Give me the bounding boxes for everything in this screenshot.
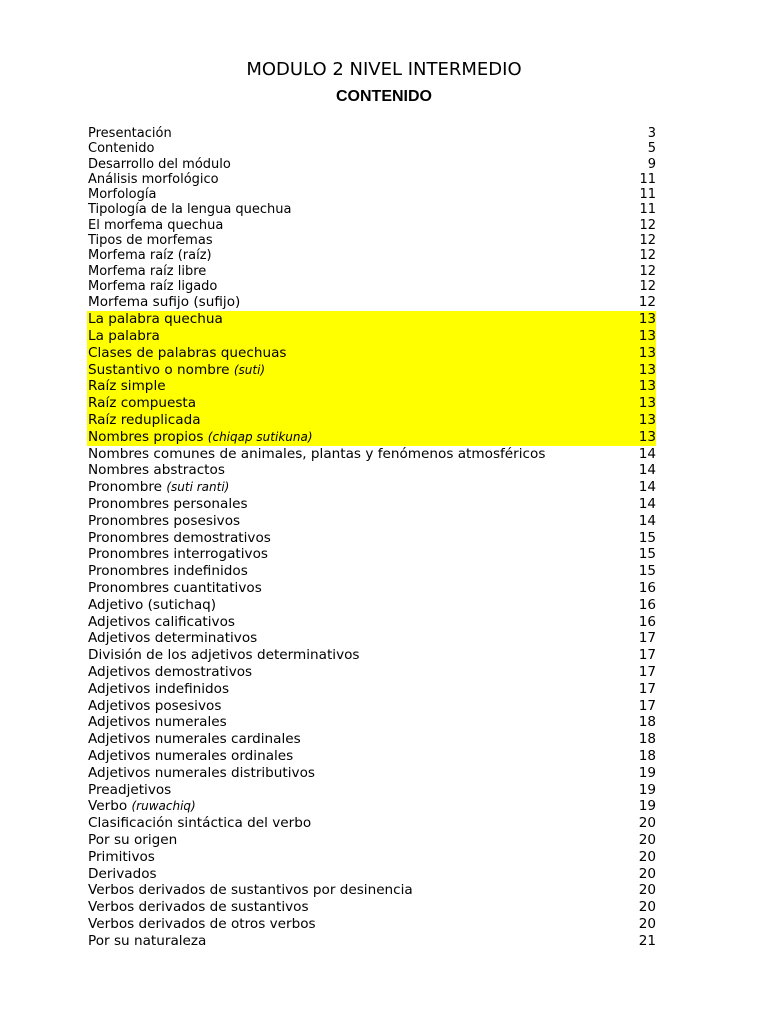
toc-entry-title: Clases de palabras quechuas bbox=[88, 344, 287, 361]
toc-entry-title: Contenido bbox=[88, 141, 155, 157]
toc-entry-label bbox=[88, 899, 309, 916]
toc-entry-title: Tipología de la lengua quechua bbox=[88, 202, 292, 218]
toc-entry-title: Verbos derivados de otros verbos bbox=[88, 915, 316, 932]
table-of-contents bbox=[87, 126, 661, 950]
toc-entry-title: Adjetivos numerales ordinales bbox=[88, 747, 294, 764]
toc-entry-label bbox=[88, 378, 166, 395]
toc-entry-label bbox=[88, 279, 217, 294]
toc-entry-label bbox=[88, 647, 360, 664]
toc-entry-label bbox=[88, 395, 196, 412]
toc-entry-title: La palabra bbox=[88, 328, 160, 345]
toc-entry-title: Presentación bbox=[88, 126, 172, 141]
toc-entry bbox=[87, 248, 656, 263]
toc-entry-title: La palabra quechua bbox=[88, 311, 223, 328]
toc-entry bbox=[87, 681, 656, 698]
toc-entry bbox=[87, 849, 656, 866]
toc-entry-title: Preadjetivos bbox=[88, 781, 172, 798]
toc-entry-label bbox=[88, 882, 413, 899]
toc-entry-title: Adjetivos numerales cardinales bbox=[88, 731, 301, 748]
toc-entry-label bbox=[88, 698, 221, 715]
toc-entry bbox=[87, 279, 656, 294]
toc-entry-label bbox=[88, 496, 248, 513]
toc-entry bbox=[87, 563, 656, 580]
toc-entry bbox=[87, 218, 656, 233]
toc-entry-title: Nombres propios bbox=[88, 428, 204, 445]
toc-entry-title: Pronombres cuantitativos bbox=[88, 580, 262, 597]
toc-entry-title: Desarrollo del módulo bbox=[88, 156, 231, 172]
toc-entry-title: Adjetivos numerales bbox=[88, 714, 227, 731]
toc-entry bbox=[87, 294, 656, 311]
toc-entry bbox=[87, 395, 656, 412]
toc-entry-title: Adjetivos indefinidos bbox=[88, 680, 230, 697]
toc-entry-title: Pronombres personales bbox=[88, 496, 248, 513]
toc-entry-title: Adjetivos posesivos bbox=[88, 697, 222, 714]
toc-entry bbox=[87, 126, 656, 141]
toc-entry-title: Morfema raíz (raíz) bbox=[88, 248, 212, 264]
toc-entry bbox=[87, 546, 656, 563]
toc-entry-page-number: 20 bbox=[638, 815, 656, 832]
toc-entry bbox=[87, 412, 656, 429]
toc-entry-page-number: 15 bbox=[638, 563, 656, 580]
toc-entry-page-number: 14 bbox=[638, 445, 656, 462]
toc-entry-label bbox=[88, 630, 257, 647]
toc-entry-page-number: 14 bbox=[638, 512, 656, 529]
toc-entry bbox=[87, 345, 656, 362]
toc-entry-label bbox=[88, 218, 223, 233]
toc-entry-page-number: 13 bbox=[638, 428, 656, 445]
toc-entry-label bbox=[88, 765, 315, 782]
toc-entry-label bbox=[88, 479, 229, 496]
toc-entry-page-number: 12 bbox=[639, 217, 656, 233]
toc-entry-page-number: 20 bbox=[638, 831, 656, 848]
toc-entry bbox=[87, 698, 656, 715]
toc-entry-label bbox=[88, 866, 157, 883]
toc-entry bbox=[87, 798, 656, 815]
toc-entry-title: Morfema raíz libre bbox=[88, 263, 207, 279]
toc-entry-page-number: 13 bbox=[638, 412, 656, 429]
toc-entry-title: El morfema quechua bbox=[88, 217, 224, 233]
toc-entry-note: (suti) bbox=[233, 362, 266, 377]
toc-entry bbox=[87, 899, 656, 916]
toc-entry bbox=[87, 866, 656, 883]
toc-entry-page-number: 11 bbox=[639, 202, 656, 218]
toc-entry-title: Por su naturaleza bbox=[88, 932, 207, 949]
toc-entry bbox=[87, 647, 656, 664]
toc-entry-label bbox=[88, 916, 316, 933]
toc-entry bbox=[87, 328, 656, 345]
toc-entry-page-number: 17 bbox=[638, 680, 656, 697]
toc-entry-title: Adjetivos demostrativos bbox=[88, 664, 253, 680]
toc-entry-title: Tipos de morfemas bbox=[88, 233, 213, 249]
toc-entry-page-number: 16 bbox=[638, 596, 656, 613]
toc-entry-page-number: 20 bbox=[638, 848, 656, 865]
toc-entry-note: (suti ranti) bbox=[166, 480, 230, 495]
toc-entry-label bbox=[88, 580, 262, 597]
toc-entry-label bbox=[88, 264, 206, 279]
toc-entry-page-number: 3 bbox=[647, 126, 656, 141]
toc-entry-label bbox=[88, 328, 160, 345]
toc-entry-label bbox=[88, 446, 545, 463]
toc-entry bbox=[87, 580, 656, 597]
toc-entry-label bbox=[88, 248, 212, 263]
toc-entry-label bbox=[88, 362, 265, 379]
toc-entry-page-number: 11 bbox=[639, 187, 656, 203]
toc-entry-page-number: 14 bbox=[638, 479, 656, 496]
toc-entry-title: Pronombres indefinidos bbox=[88, 563, 248, 580]
toc-entry-note: (chiqap sutikuna) bbox=[207, 429, 313, 444]
toc-entry-page-number: 16 bbox=[638, 580, 656, 597]
toc-entry-label bbox=[88, 187, 156, 202]
toc-entry bbox=[87, 530, 656, 547]
toc-entry-page-number: 12 bbox=[638, 294, 656, 311]
toc-entry bbox=[87, 815, 656, 832]
toc-entry-label bbox=[88, 832, 177, 849]
toc-entry-title: Nombres abstractos bbox=[88, 462, 225, 479]
toc-entry-page-number: 13 bbox=[638, 378, 656, 395]
toc-entry bbox=[87, 496, 656, 513]
toc-entry bbox=[87, 172, 656, 187]
toc-entry-label bbox=[88, 798, 196, 815]
toc-entry-title: Verbos derivados de sustantivos por desinencia bbox=[88, 882, 413, 899]
toc-entry-page-number: 21 bbox=[638, 932, 656, 949]
toc-entry-label bbox=[88, 294, 240, 311]
toc-entry-page-number: 11 bbox=[639, 171, 656, 187]
toc-entry-label bbox=[88, 681, 229, 698]
toc-entry-page-number: 14 bbox=[638, 462, 656, 479]
toc-entry-note: (ruwachiq) bbox=[131, 799, 196, 814]
toc-entry-label bbox=[88, 597, 216, 614]
toc-entry-label bbox=[88, 311, 223, 328]
toc-entry-page-number: 12 bbox=[639, 263, 656, 279]
toc-entry-title: Pronombre bbox=[88, 479, 163, 496]
toc-entry-label bbox=[88, 731, 301, 748]
toc-entry bbox=[87, 664, 656, 681]
toc-entry bbox=[87, 882, 656, 899]
toc-entry-page-number: 13 bbox=[638, 328, 656, 345]
toc-entry-label bbox=[88, 157, 231, 172]
toc-entry bbox=[87, 378, 656, 395]
toc-entry bbox=[87, 614, 656, 631]
toc-entry-page-number: 13 bbox=[638, 395, 656, 412]
toc-entry-page-number: 9 bbox=[647, 156, 656, 172]
toc-entry bbox=[87, 187, 656, 202]
toc-entry bbox=[87, 202, 656, 217]
toc-entry-title: Nombres comunes de animales, plantas y fenómenos atmosféricos bbox=[88, 445, 546, 462]
toc-entry bbox=[87, 141, 656, 156]
toc-entry-label bbox=[88, 233, 213, 248]
toc-entry bbox=[87, 429, 656, 446]
toc-entry-title: Raíz simple bbox=[88, 378, 166, 395]
toc-entry bbox=[87, 916, 656, 933]
toc-entry-title: Morfema sufijo (sufijo) bbox=[88, 294, 241, 311]
toc-entry-page-number: 12 bbox=[639, 278, 656, 294]
toc-entry-label bbox=[88, 345, 287, 362]
toc-entry bbox=[87, 748, 656, 765]
toc-entry bbox=[87, 462, 656, 479]
toc-entry-page-number: 20 bbox=[638, 882, 656, 899]
toc-entry-title: Raíz reduplicada bbox=[88, 412, 201, 429]
toc-entry-title: Adjetivos determinativos bbox=[88, 630, 258, 647]
toc-entry-title: Análisis morfológico bbox=[88, 171, 219, 187]
toc-entry bbox=[87, 446, 656, 463]
toc-entry-label bbox=[88, 429, 313, 446]
toc-entry-title: Pronombres demostrativos bbox=[88, 529, 271, 546]
toc-entry-label bbox=[88, 172, 219, 187]
toc-entry-page-number: 19 bbox=[638, 764, 656, 781]
toc-entry-label bbox=[88, 513, 240, 530]
toc-entry bbox=[87, 479, 656, 496]
document-subtitle: CONTENIDO bbox=[336, 88, 432, 105]
toc-entry-label bbox=[88, 412, 201, 429]
toc-entry-page-number: 5 bbox=[647, 141, 656, 157]
toc-entry-title: Raíz compuesta bbox=[88, 395, 197, 412]
toc-entry-page-number: 18 bbox=[638, 714, 656, 731]
toc-entry-label bbox=[88, 563, 248, 580]
toc-entry bbox=[87, 513, 656, 530]
toc-entry-page-number: 20 bbox=[638, 899, 656, 916]
toc-entry bbox=[87, 362, 656, 379]
toc-entry bbox=[87, 731, 656, 748]
toc-entry-label bbox=[88, 462, 225, 479]
toc-entry-title: Primitivos bbox=[88, 848, 155, 865]
toc-entry-label bbox=[88, 546, 268, 563]
toc-entry-label bbox=[88, 849, 155, 866]
toc-entry-label bbox=[88, 202, 292, 217]
toc-entry-title: Sustantivo o nombre bbox=[88, 361, 230, 378]
toc-entry-label bbox=[88, 714, 227, 731]
toc-entry-label bbox=[88, 126, 172, 141]
toc-entry-label bbox=[88, 782, 171, 799]
toc-entry-page-number: 17 bbox=[638, 664, 656, 680]
toc-entry-label bbox=[88, 933, 206, 950]
toc-entry-label bbox=[88, 748, 293, 765]
toc-entry-label bbox=[88, 664, 252, 681]
toc-entry-page-number: 17 bbox=[638, 630, 656, 647]
toc-entry-title: Adjetivo (sutichaq) bbox=[88, 596, 217, 613]
toc-entry-page-number: 15 bbox=[638, 529, 656, 546]
toc-entry-page-number: 18 bbox=[638, 747, 656, 764]
toc-entry-page-number: 20 bbox=[638, 865, 656, 882]
toc-entry-page-number: 19 bbox=[638, 798, 656, 815]
toc-entry-title: Pronombres posesivos bbox=[88, 512, 241, 529]
toc-entry-page-number: 18 bbox=[638, 731, 656, 748]
toc-entry-page-number: 19 bbox=[638, 781, 656, 798]
toc-entry-title: Morfología bbox=[88, 187, 157, 203]
toc-entry bbox=[87, 233, 656, 248]
toc-entry bbox=[87, 933, 656, 950]
toc-entry-title: Morfema raíz ligado bbox=[88, 278, 218, 294]
toc-entry-page-number: 13 bbox=[638, 344, 656, 361]
toc-entry-title: Verbo bbox=[88, 798, 128, 815]
toc-entry-page-number: 12 bbox=[639, 233, 656, 249]
toc-entry bbox=[87, 782, 656, 799]
toc-entry-title: Adjetivos calificativos bbox=[88, 613, 235, 630]
toc-entry bbox=[87, 157, 656, 172]
toc-entry-page-number: 17 bbox=[638, 647, 656, 664]
toc-entry-title: División de los adjetivos determinativos bbox=[88, 647, 360, 664]
document-title: MODULO 2 NIVEL INTERMEDIO bbox=[246, 59, 522, 80]
toc-entry bbox=[87, 714, 656, 731]
toc-entry-page-number: 16 bbox=[638, 613, 656, 630]
toc-entry-page-number: 15 bbox=[638, 546, 656, 563]
toc-entry bbox=[87, 832, 656, 849]
toc-entry-label bbox=[88, 815, 311, 832]
toc-entry-title: Derivados bbox=[88, 865, 157, 882]
toc-entry-page-number: 13 bbox=[638, 311, 656, 328]
toc-entry-page-number: 17 bbox=[638, 697, 656, 714]
toc-entry-label bbox=[88, 614, 235, 631]
toc-entry bbox=[87, 630, 656, 647]
toc-entry bbox=[87, 597, 656, 614]
toc-entry bbox=[87, 765, 656, 782]
toc-entry-title: Clasificación sintáctica del verbo bbox=[88, 815, 312, 832]
toc-entry-page-number: 14 bbox=[638, 496, 656, 513]
toc-entry bbox=[87, 264, 656, 279]
toc-entry-page-number: 12 bbox=[639, 248, 656, 264]
toc-entry-label bbox=[88, 530, 271, 547]
toc-entry-page-number: 20 bbox=[638, 915, 656, 932]
toc-entry-title: Por su origen bbox=[88, 831, 178, 848]
toc-entry-title: Adjetivos numerales distributivos bbox=[88, 764, 315, 781]
toc-entry-page-number: 13 bbox=[638, 361, 656, 378]
toc-entry-title: Pronombres interrogativos bbox=[88, 546, 268, 563]
toc-entry-label bbox=[88, 141, 154, 156]
toc-entry-title: Verbos derivados de sustantivos bbox=[88, 899, 309, 916]
toc-entry bbox=[87, 311, 656, 328]
